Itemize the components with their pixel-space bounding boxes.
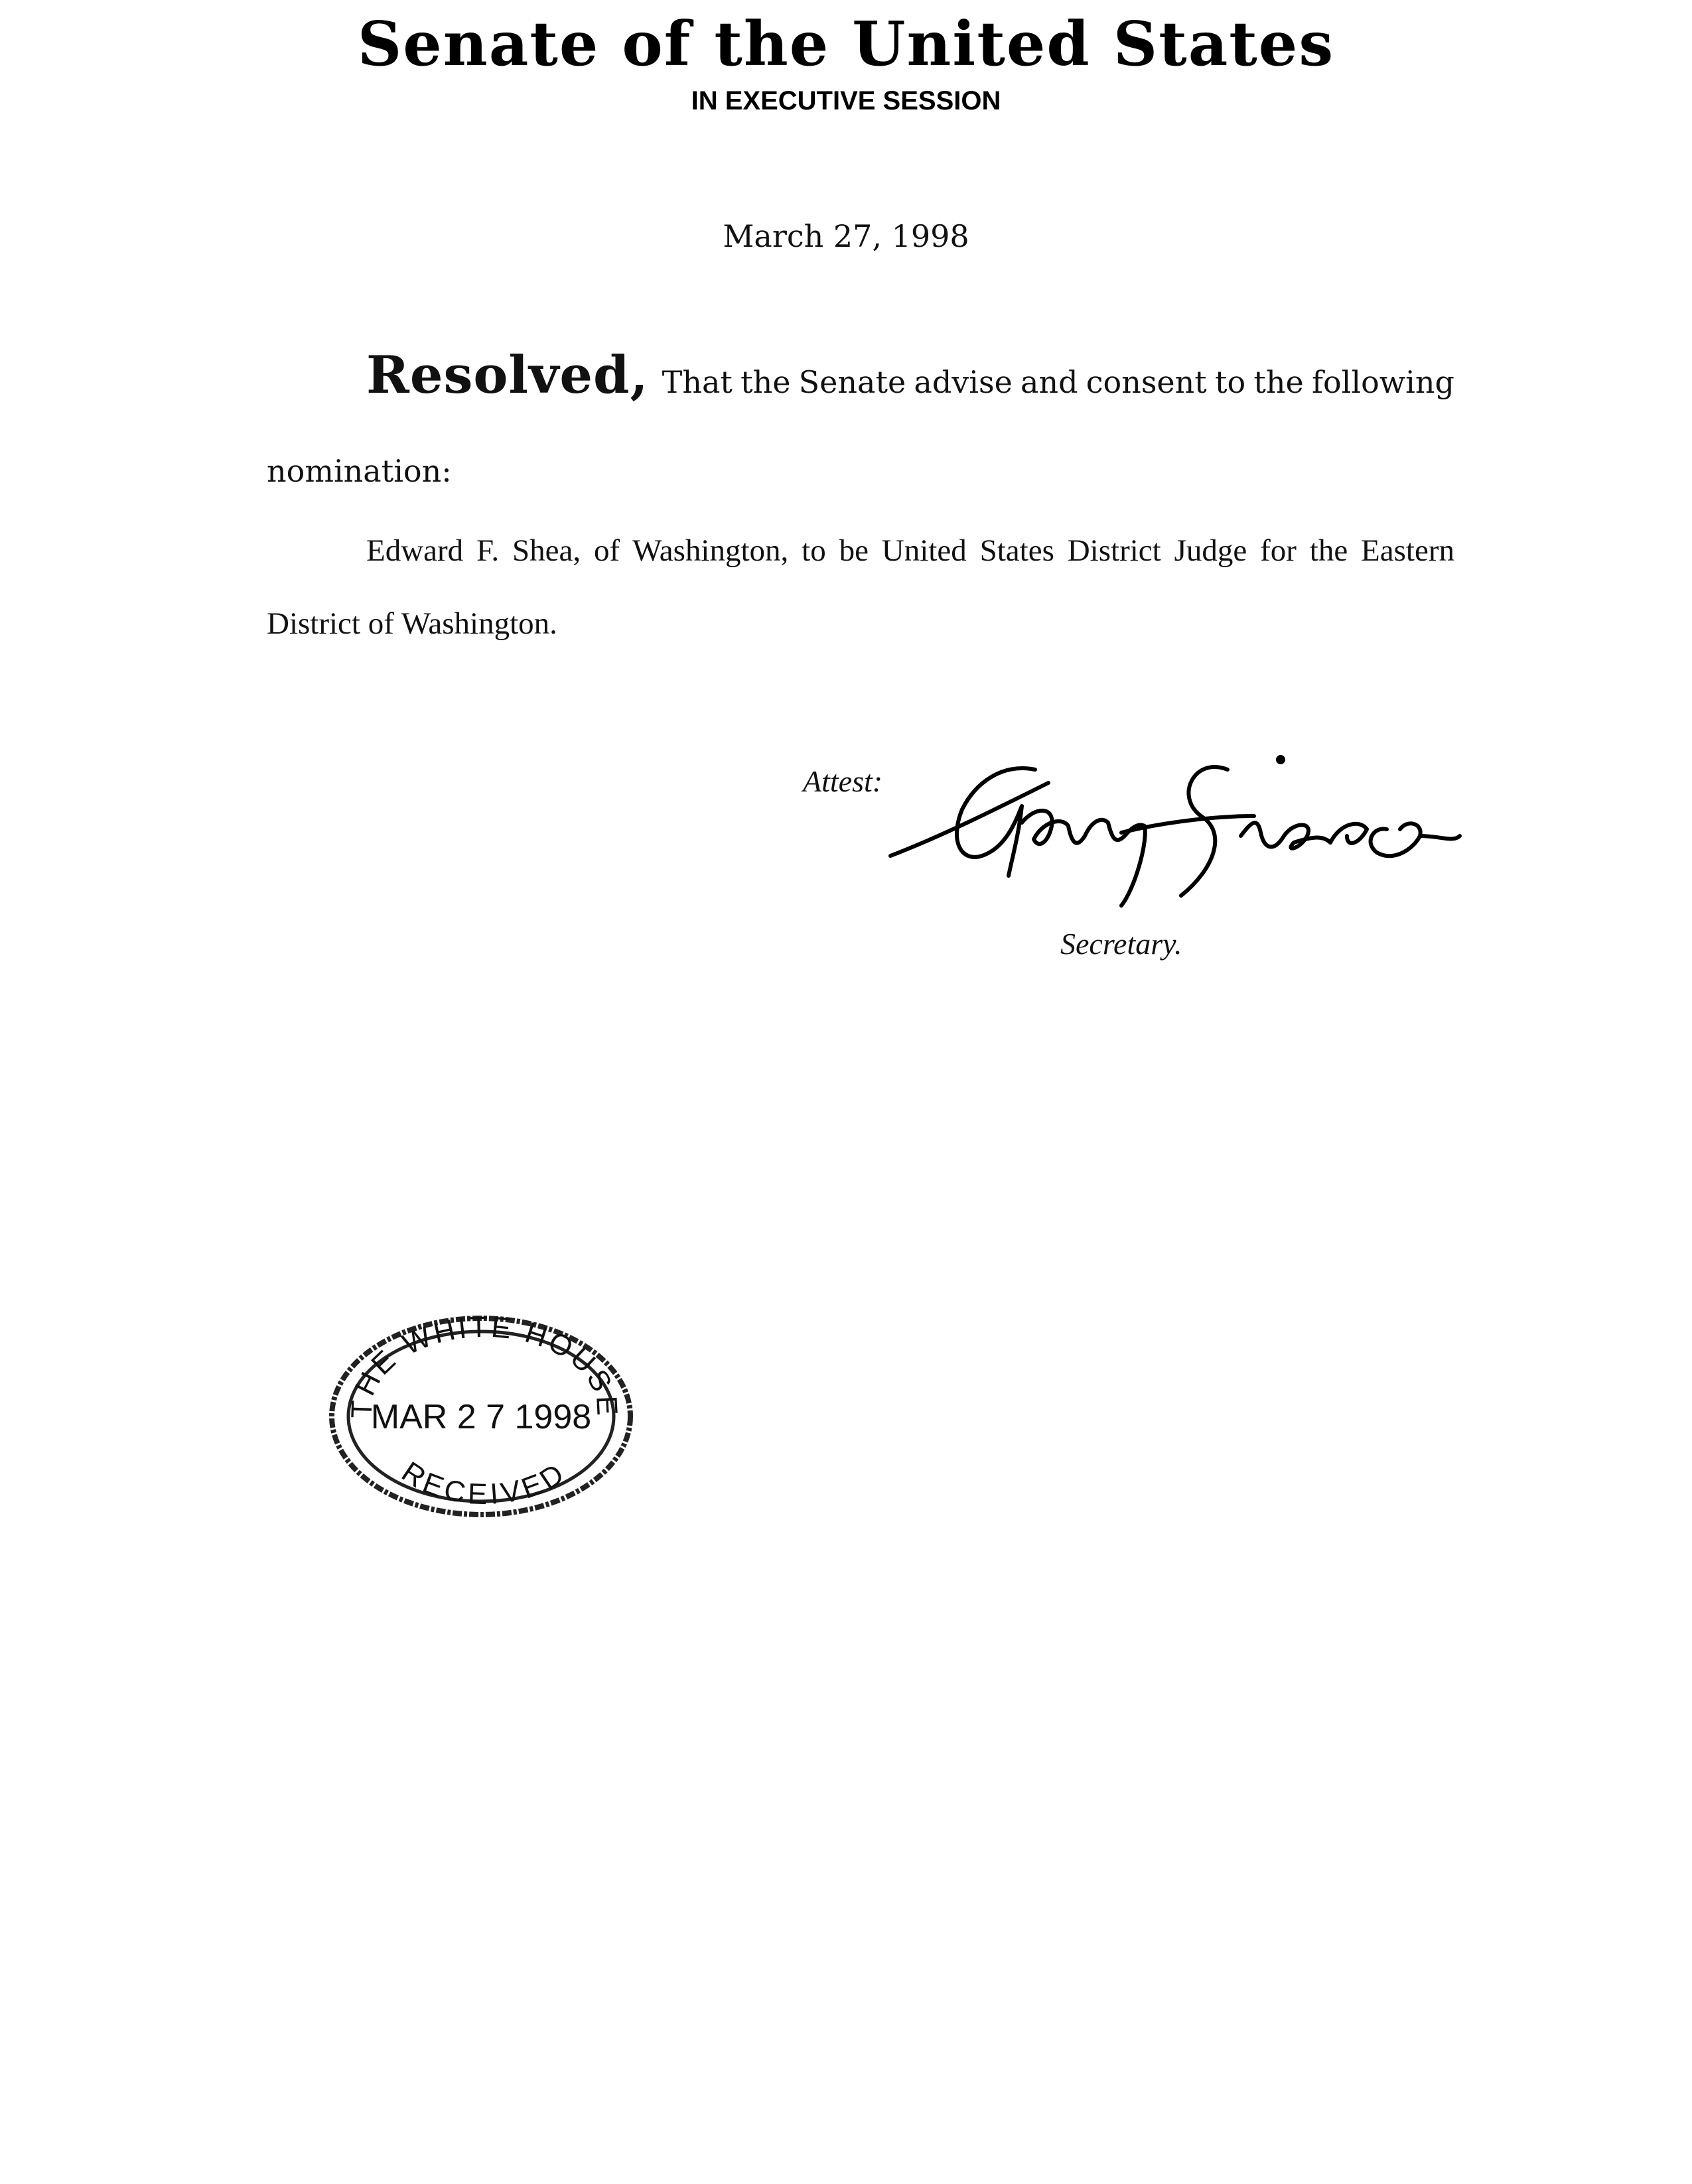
white-house-received-stamp: [325, 1310, 637, 1526]
resolution-word: consent: [1086, 364, 1207, 400]
resolution-word: the: [740, 364, 791, 400]
resolution-first-line: [366, 345, 1454, 411]
resolution-word: advise: [914, 364, 1013, 400]
resolution-word: and: [1021, 364, 1078, 400]
resolution-word: the: [1253, 364, 1304, 400]
resolution-word: That: [662, 364, 733, 400]
nominee-text-line-2: District of Washington.: [267, 606, 557, 641]
resolution-text: [662, 364, 1454, 400]
senate-masthead: Senate of the United States: [357, 8, 1335, 80]
stamp-top-text: THE WHITE HOUSE: [345, 1310, 624, 1419]
secretary-signature: [882, 743, 1466, 909]
session-subtitle: IN EXECUTIVE SESSION: [691, 86, 1001, 115]
secretary-label: Secretary.: [1060, 927, 1182, 961]
resolution-word: Senate: [798, 364, 906, 400]
nomination-word: nomination:: [267, 453, 452, 489]
stamp-date: MAR 2 7 1998: [370, 1398, 592, 1436]
nominee-text-line-1: Edward F. Shea, of Washington, to be United States District Judge for the Eastern: [366, 533, 1454, 568]
resolution-word: to: [1214, 364, 1246, 400]
attest-label: Attest:: [803, 764, 883, 798]
resolution-word: following: [1311, 364, 1454, 400]
document-date: March 27, 1998: [723, 218, 969, 254]
stamp-bottom-text: RECEIVED: [395, 1455, 573, 1511]
resolved-word: Resolved,: [366, 345, 649, 405]
